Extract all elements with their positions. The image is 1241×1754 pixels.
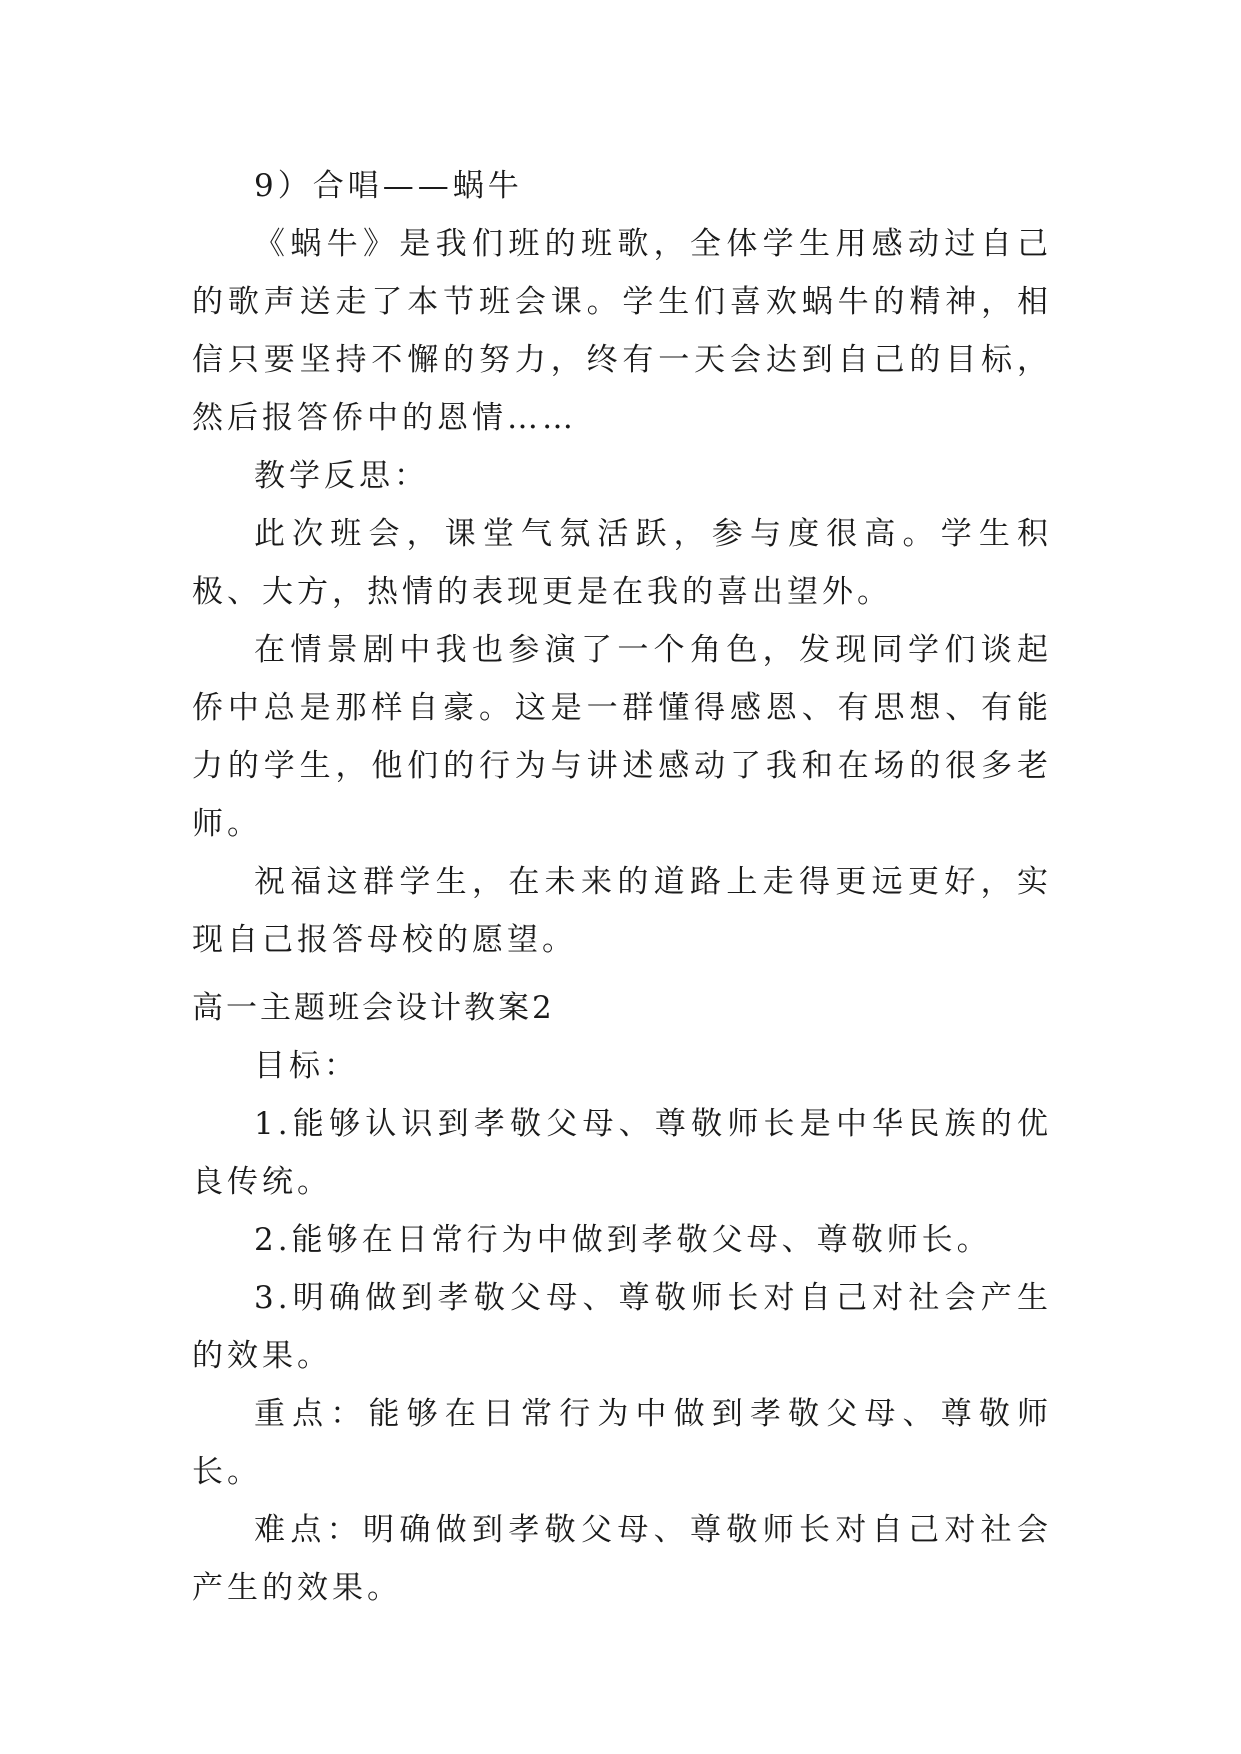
goal-item-1: 1.能够认识到孝敬父母、尊敬师长是中华民族的优良传统。 — [192, 1106, 1052, 1200]
goal-item-3: 3.明确做到孝敬父母、尊敬师长对自己对社会产生的效果。 — [192, 1280, 1052, 1374]
section-two — [192, 979, 1052, 1617]
difficult-point: 难点：明确做到孝敬父母、尊敬师长对自己对社会产生的效果。 — [192, 1512, 1052, 1606]
reflection-heading: 教学反思： — [254, 458, 429, 494]
reflection-paragraph-3: 祝福这群学生，在未来的道路上走得更远更好，实现自己报答母校的愿望。 — [192, 864, 1052, 958]
song-item: 9）合唱——蜗牛 — [254, 168, 523, 204]
goals-heading: 目标： — [254, 1048, 359, 1084]
section-title: 高一主题班会设计教案2 — [192, 990, 555, 1026]
goal-item-2: 2.能够在日常行为中做到孝敬父母、尊敬师长。 — [254, 1222, 992, 1258]
reflection-paragraph-2: 在情景剧中我也参演了一个角色，发现同学们谈起侨中总是那样自豪。这是一群懂得感恩、有思想、有能力的学生，他们的行为与讲述感动了我和在场的很多老师。 — [192, 632, 1052, 842]
song-description: 《蜗牛》是我们班的班歌，全体学生用感动过自己的歌声送走了本节班会课。学生们喜欢蜗牛的精神，相信只要坚持不懈的努力，终有一天会达到自己的目标，然后报答侨中的恩情…… — [192, 226, 1052, 436]
key-point: 重点：能够在日常行为中做到孝敬父母、尊敬师长。 — [192, 1396, 1052, 1490]
section-one — [192, 157, 1052, 969]
reflection-paragraph-1: 此次班会，课堂气氛活跃，参与度很高。学生积极、大方，热情的表现更是在我的喜出望外。 — [192, 516, 1052, 610]
